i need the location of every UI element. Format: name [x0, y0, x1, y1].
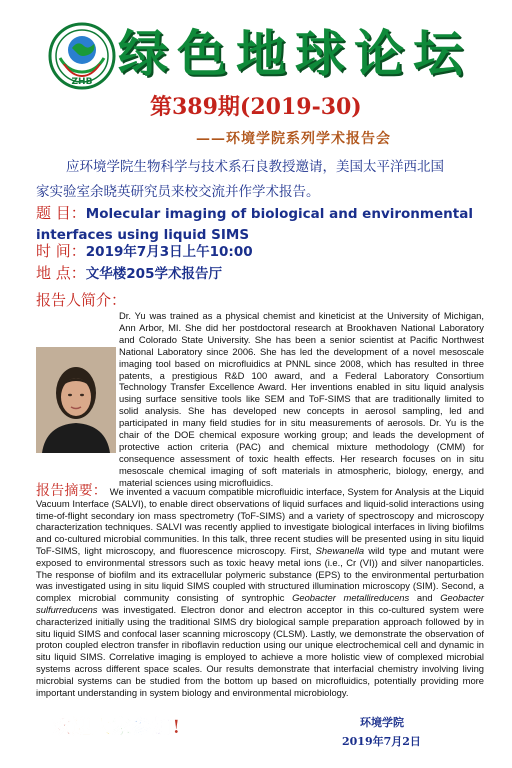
logo-text: ZHB — [71, 77, 93, 87]
time-label: 时 间： — [36, 242, 86, 260]
abstract-part-2: wild type and mutant were exposed to environmental stressors such as toxic heavy metal ions (i.e., Cr (VI)) and silver nanoparticles. The response of biofilm and its extracellular polymeric substance (EPS) to the environmental perturbation was investigated using in situ liquid SIMS coupled with structured illumination microscopy (SIM). Second, a complex microbial community consisting of syntrophic — [36, 544, 484, 604]
organizer-name: 环境学院 — [360, 716, 404, 729]
time-value: 2019年7月3日上午10:00 — [85, 244, 253, 260]
welcome-char: 迎 — [72, 716, 93, 738]
welcome-char: ! — [172, 716, 182, 738]
abstract-part-1: We invented a vacuum compatible microfluidic interface, System for Analysis at the Liquid Vacuum Interface (SALVI), to enable direct observations of liquid surfaces and liquid-solid interactions using time-of-flight secondary ion mass spectrometry (ToF-SIMS) and a variety of spectroscopy and microscopy characterization techniques. SALVI was recently applied to investigate biological interfaces in living biofilms and co-cultured microbial communities. In this talk, three recent studies will be presented using in situ liquid ToF-SIMS, light microscopy, and fluorescence microscopy. First, — [36, 486, 485, 556]
place-row — [36, 262, 222, 283]
abstract-organism-3: Geobacter sulfurreducens — [36, 592, 484, 615]
invitation-line-1: 应环境学院生物科学与技术系石良教授邀请，美国太平洋西北国 — [66, 159, 444, 175]
series-subtitle: ——环境学院系列学术报告会 — [196, 131, 391, 147]
welcome-char: 加 — [152, 716, 173, 738]
abstract-part-3: and — [409, 592, 441, 604]
abstract-heading: 报告摘要： — [36, 483, 107, 499]
invitation-line-2: 家实验室余晓英研究员来校交流并作学术报告。 — [36, 184, 320, 200]
topic-row — [36, 203, 486, 245]
place-value: 文华楼205学术报告厅 — [85, 266, 222, 282]
place-label: 地 点： — [36, 264, 86, 282]
topic-label: 题 目： — [36, 204, 86, 222]
issue-number: 第389期(2019-30) — [150, 94, 362, 120]
forum-title: 绿色地球论坛 — [118, 24, 472, 83]
speaker-bio-text: Dr. Yu was trained as a physical chemist and kineticist at the University of Michigan, Ann Arbor, MI. She did her postdoctoral research at Brookhaven National Laboratory and Colorado State University. She has been a senior scientist at Pacific Northwest National Laboratory since 2006. She has led the development of a novel mesoscale imaging tool based on microfluidics at PNNL since 2008, which has resulted in three patents, a prestigious R&D 100 award, and a Federal Laboratory Consortium Technology Transfer Excellence Award. Her inventions enabled in situ liquid analysis using surface sensitive tools like SEM and ToF-SIMS that are traditionally limited to solid analysis. She has developed new concepts in aerosol sampling, led and participated in many field studies for in situ measurements of aerosols. Dr. Yu is the chair of the DOE chemical exposure working group; and leads the development of protective action criteria (PAC) and chemical mixture methodology (CMM) for consequence assessment of toxic health effects. Her research focuses on in situ mesoscale chemical imaging of soft materials in atmospheric, biology, energy, and material sciences using microfluidics. — [119, 310, 484, 488]
abstract-organism-1: Shewanella — [315, 544, 365, 556]
topic-title: Molecular imaging of biological and environmental interfaces using liquid SIMS — [36, 206, 473, 243]
zhb-logo — [48, 22, 116, 90]
abstract-organism-2: Geobacter metallireducens — [292, 592, 410, 604]
speaker-bio-heading: 报告人简介： — [36, 291, 127, 309]
time-row — [36, 240, 253, 261]
notice-date: 2019年7月2日 — [342, 735, 421, 748]
welcome-char: 家 — [112, 716, 133, 738]
abstract-part-4: was investigated. Electron donor and electron acceptor in this co-cultured system were characterized initially using the traditional SIMS dry biological sample preparation approach followed by in situ liquid SIMS and confocal laser scanning microscopy (CLSM). Lastly, we demonstrate the observation of proton coupled electron transfer in riboflavin reduction using our unique electrochemical cell and dynamic in situ liquid SIMS. Correlative imaging is employed to achieve a more holistic view of complexed microbial systems across different space scales. Our results demonstrate that interfacial chemistry involving living microbial systems can be studied from the bottom up based on microfluidics, potentially providing more important understanding in system biology and environmental microbiology. — [36, 603, 484, 698]
welcome-char: 大 — [92, 716, 113, 738]
welcome-char: 欢 — [52, 716, 73, 738]
welcome-char: 参 — [132, 716, 153, 738]
welcome-banner — [52, 712, 181, 739]
abstract-block — [36, 483, 485, 698]
speaker-photo — [36, 347, 116, 453]
